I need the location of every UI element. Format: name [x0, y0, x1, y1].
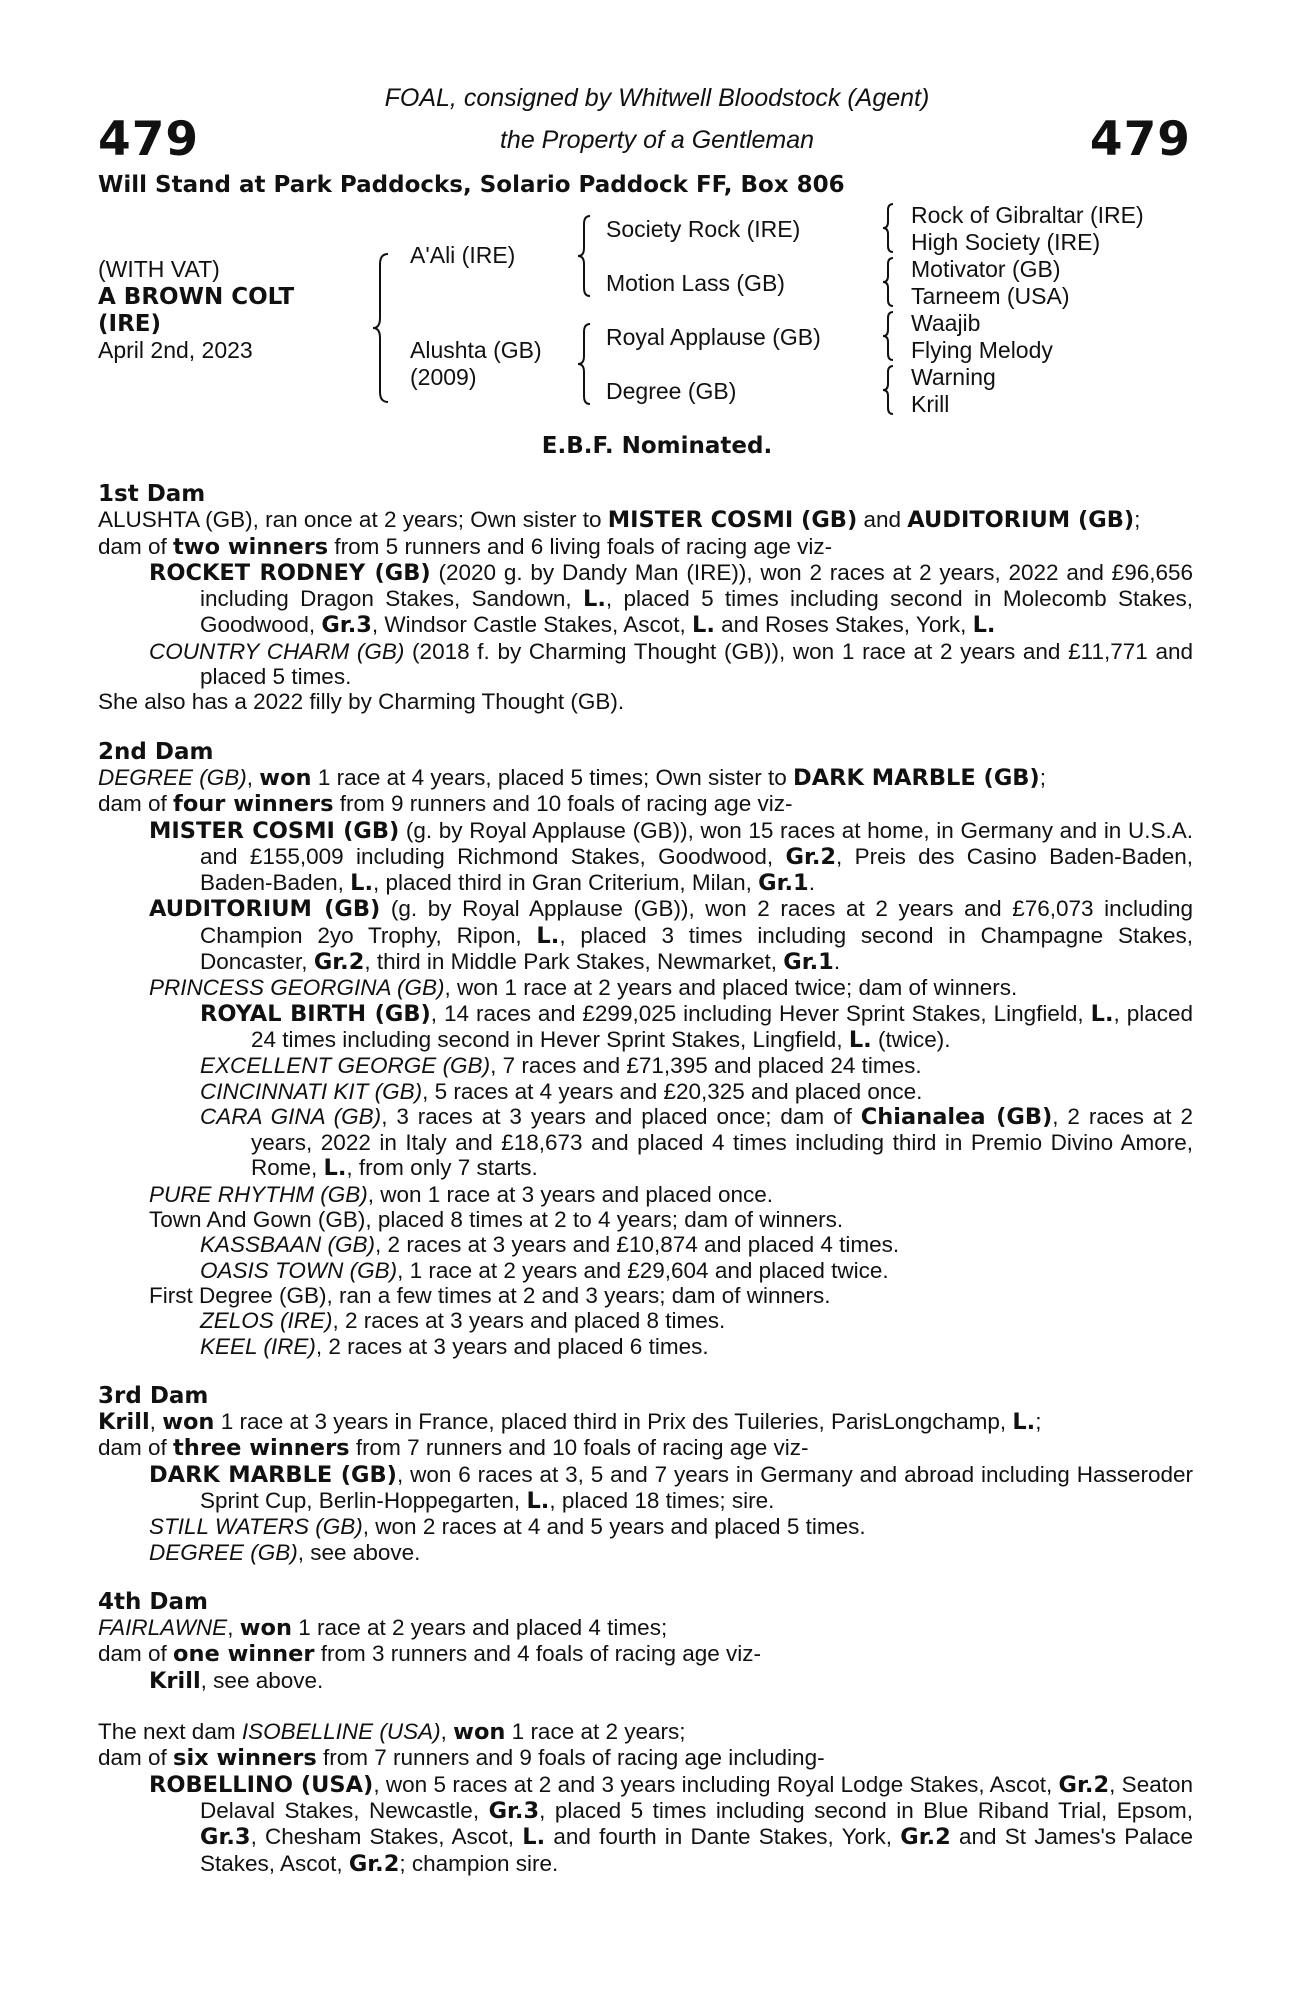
second-dam-p13: OASIS TOWN (GB), 1 race at 2 years and £29,604 and placed twice.: [200, 1257, 889, 1283]
first-dam-p1: ALUSHTA (GB), ran once at 2 years; Own sister to MISTER COSMI (GB) and AUDITORIUM (GB);: [98, 507, 1141, 534]
catalogue-body: [98, 482, 1193, 1877]
first-dam-p5: She also has a 2022 filly by Charming Thought (GB).: [98, 689, 625, 715]
sire-name: A'Ali (IRE): [410, 242, 516, 268]
dam-dam: Degree (GB): [606, 378, 737, 404]
second-dam-p6: ROYAL BIRTH (GB), 14 races and £299,025 including Hever Sprint Stakes, Lingfield, L., placed 24 times including second in Hever Sprint Stakes, Lingfield, L. (twice).: [200, 1000, 1193, 1053]
consignor-line: FOAL, consigned by Whitwell Bloodstock (Agent): [384, 84, 930, 112]
gg-7: Warning: [911, 364, 996, 390]
second-dam-p3: MISTER COSMI (GB) (g. by Royal Applause (GB)), won 15 races at home, in Germany and in U.S.A. and £155,009 including Richmond Stakes, Goodwood, Gr.2, Preis des Casino Baden-Baden, Baden-Baden, L., placed third in Gran Criterium, Milan, Gr.1.: [149, 817, 1193, 897]
second-dam-p7: EXCELLENT GEORGE (GB), 7 races and £71,395 and placed 24 times.: [200, 1053, 922, 1079]
second-dam-heading: 2nd Dam: [98, 738, 214, 765]
sire-dam-brace: [370, 252, 392, 404]
lot-number-right: 479: [1089, 112, 1191, 167]
second-dam-p12: KASSBAAN (GB), 2 races at 3 years and £10,874 and placed 4 times.: [200, 1232, 900, 1258]
fourth-dam-p3: Krill, see above.: [149, 1667, 324, 1694]
next-dam-p3: ROBELLINO (USA), won 5 races at 2 and 3 years including Royal Lodge Stakes, Ascot, Gr.2, Seaton Delaval Stakes, Newcastle, Gr.3, placed 5 times including second in Blue Riband Trial, Epsom, Gr.3, Chesham Stakes, Ascot, L. and fourth in Dante Stakes, York, Gr.2 and St James's Palace Stakes, Ascot, Gr.2; champion sire.: [149, 1771, 1194, 1877]
third-dam-p2: dam of three winners from 7 runners and 10 foals of racing age viz-: [98, 1435, 809, 1462]
third-dam-p1: Krill, won 1 race at 3 years in France, placed third in Prix des Tuileries, ParisLongchamp, L.;: [98, 1409, 1042, 1436]
g-brace-2: [880, 256, 896, 308]
dam-year: (2009): [410, 364, 477, 390]
first-dam-p3: ROCKET RODNEY (GB) (2020 g. by Dandy Man (IRE)), won 2 races at 2 years, 2022 and £96,656 including Dragon Stakes, Sandown, L., placed 5 times including second in Molecomb Stakes, Goodwood, Gr.3, Windsor Castle Stakes, Ascot, L. and Roses Stakes, York, L.: [149, 559, 1194, 639]
fourth-dam-p2: dam of one winner from 3 runners and 4 foals of racing age viz-: [98, 1641, 761, 1668]
property-line: the Property of a Gentleman: [499, 126, 815, 154]
second-dam-p9: CARA GINA (GB), 3 races at 3 years and placed once; dam of Chianalea (GB), 2 races at 2 years, 2022 in Italy and £18,673 and placed 4 times including third in Premio Divino Amore, Rome, L., from only 7 starts.: [200, 1103, 1193, 1182]
second-dam-p4: AUDITORIUM (GB) (g. by Royal Applause (GB)), won 2 races at 2 years and £76,073 including Champion 2yo Trophy, Ripon, L., placed 3 times including second in Champagne Stakes, Doncaster, Gr.2, third in Middle Park Stakes, Newmarket, Gr.1.: [149, 896, 1193, 976]
g-brace-4: [880, 364, 896, 416]
horse-foaled: April 2nd, 2023: [98, 337, 253, 363]
second-dam-p15: ZELOS (IRE), 2 races at 3 years and placed 8 times.: [200, 1308, 726, 1334]
dam-sire: Royal Applause (GB): [606, 324, 821, 350]
g-brace-3: [880, 310, 896, 362]
dam-parents-brace: [575, 322, 593, 406]
horse-name-line2: (IRE): [98, 311, 162, 337]
third-dam-p4: STILL WATERS (GB), won 2 races at 4 and 5 years and placed 5 times.: [149, 1514, 866, 1540]
sire-sire: Society Rock (IRE): [606, 216, 801, 242]
gg-5: Waajib: [911, 310, 981, 336]
second-dam-p14: First Degree (GB), ran a few times at 2 and 3 years; dam of winners.: [149, 1282, 831, 1308]
ebf-nominated: E.B.F. Nominated.: [541, 433, 773, 459]
horse-vat: (WITH VAT): [98, 256, 220, 282]
dam-name: Alushta (GB): [410, 337, 542, 363]
fourth-dam-p1: FAIRLAWNE, won 1 race at 2 years and placed 4 times;: [98, 1615, 668, 1642]
gg-3: Motivator (GB): [911, 256, 1061, 282]
second-dam-p2: dam of four winners from 9 runners and 10 foals of racing age viz-: [98, 791, 793, 818]
gg-6: Flying Melody: [911, 337, 1053, 363]
second-dam-p10: PURE RHYTHM (GB), won 1 race at 3 years and placed once.: [149, 1181, 774, 1207]
second-dam-p8: CINCINNATI KIT (GB), 5 races at 4 years and £20,325 and placed once.: [200, 1078, 923, 1104]
gg-4: Tarneem (USA): [911, 283, 1070, 309]
first-dam-p4: COUNTRY CHARM (GB) (2018 f. by Charming Thought (GB)), won 1 race at 2 years and £11,771 and placed 5 times.: [149, 638, 1194, 690]
first-dam-p2: dam of two winners from 5 runners and 6 living foals of racing age viz-: [98, 533, 833, 560]
g-brace-1: [880, 202, 896, 254]
lot-number-left: 479: [98, 112, 200, 167]
third-dam-heading: 3rd Dam: [98, 1382, 209, 1409]
gg-1: Rock of Gibraltar (IRE): [911, 202, 1144, 228]
sire-parents-brace: [575, 214, 593, 298]
gg-2: High Society (IRE): [911, 229, 1101, 255]
stand-line: Will Stand at Park Paddocks, Solario Paddock FF, Box 806: [98, 172, 845, 198]
second-dam-p16: KEEL (IRE), 2 races at 3 years and placed 6 times.: [200, 1333, 709, 1359]
first-dam-heading: 1st Dam: [98, 481, 206, 507]
next-dam-p2: dam of six winners from 7 runners and 9 foals of racing age including-: [98, 1745, 825, 1772]
second-dam-p11: Town And Gown (GB), placed 8 times at 2 to 4 years; dam of winners.: [149, 1207, 844, 1233]
gg-8: Krill: [911, 391, 950, 417]
fourth-dam-heading: 4th Dam: [98, 1588, 208, 1615]
third-dam-p5: DEGREE (GB), see above.: [149, 1539, 421, 1565]
second-dam-p1: DEGREE (GB), won 1 race at 4 years, placed 5 times; Own sister to DARK MARBLE (GB);: [98, 764, 1046, 791]
horse-name-line1: A BROWN COLT: [98, 284, 295, 310]
next-dam-p1: The next dam ISOBELLINE (USA), won 1 race at 2 years;: [98, 1719, 686, 1746]
third-dam-p3: DARK MARBLE (GB), won 6 races at 3, 5 and 7 years in Germany and abroad including Hasseroder Sprint Cup, Berlin-Hoppegarten, L., placed 18 times; sire.: [149, 1461, 1193, 1514]
second-dam-p5: PRINCESS GEORGINA (GB), won 1 race at 2 years and placed twice; dam of winners.: [149, 975, 1018, 1001]
sire-dam: Motion Lass (GB): [606, 270, 785, 296]
